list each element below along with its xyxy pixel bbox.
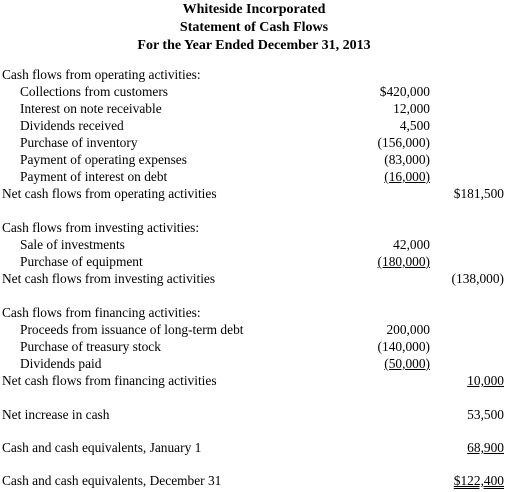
- line-item-label: Purchase of inventory: [20, 135, 138, 150]
- line-item: [0, 151, 508, 169]
- line-item-amount: (50,000): [384, 356, 430, 371]
- beginning-cash-row: [0, 439, 508, 457]
- line-item-label: Sale of investments: [20, 237, 125, 252]
- line-item: [0, 236, 508, 254]
- line-item-amount: 12,000: [393, 101, 430, 116]
- net-total-amount: (138,000): [451, 271, 504, 286]
- net-increase-row: [0, 406, 508, 424]
- beginning-cash-amount: 68,900: [467, 440, 504, 455]
- ending-cash-row: [0, 472, 508, 490]
- section-title: [0, 219, 508, 237]
- statement-title: Statement of Cash Flows: [179, 20, 329, 35]
- section-title-label: Cash flows from financing activities:: [2, 305, 201, 320]
- net-total-label: Net cash flows from financing activities: [2, 373, 217, 388]
- net-total-label: Net cash flows from operating activities: [2, 186, 217, 201]
- net-increase-amount: 53,500: [467, 407, 504, 422]
- net-total-amount: $181,500: [453, 186, 504, 201]
- section-title-label: Cash flows from investing activities:: [2, 220, 200, 235]
- line-item-label: Purchase of treasury stock: [20, 339, 161, 354]
- section-title: [0, 66, 508, 84]
- line-item-label: Purchase of equipment: [20, 254, 143, 269]
- line-item-amount: (83,000): [384, 152, 430, 167]
- beginning-cash-label: Cash and cash equivalents, January 1: [2, 440, 202, 455]
- line-item-label: Payment of operating expenses: [20, 152, 187, 167]
- line-item: [0, 83, 508, 101]
- line-item-amount: 4,500: [399, 118, 430, 133]
- line-item: [0, 117, 508, 135]
- net-total-amount: 10,000: [467, 373, 504, 388]
- line-item-amount: 200,000: [386, 322, 430, 337]
- section-title: [0, 304, 508, 322]
- line-item-label: Collections from customers: [20, 84, 169, 99]
- ending-cash-label: Cash and cash equivalents, December 31: [2, 473, 222, 488]
- statement-period: For the Year Ended December 31, 2013: [137, 38, 371, 53]
- company-name: Whiteside Incorporated: [182, 2, 326, 17]
- net-total-row: [0, 270, 508, 288]
- line-item: [0, 355, 508, 373]
- line-item: [0, 253, 508, 271]
- line-item-amount: (140,000): [377, 339, 430, 354]
- line-item-amount: 42,000: [393, 237, 430, 252]
- line-item-label: Dividends received: [20, 118, 124, 133]
- net-total-row: [0, 372, 508, 390]
- line-item-amount: (156,000): [377, 135, 430, 150]
- section-title-label: Cash flows from operating activities:: [2, 67, 201, 82]
- line-item: [0, 321, 508, 339]
- line-item: [0, 338, 508, 356]
- line-item-amount: (180,000): [377, 254, 430, 269]
- line-item-label: Dividends paid: [20, 356, 102, 371]
- line-item-label: Interest on note receivable: [20, 101, 162, 116]
- ending-cash-amount: $122,400: [453, 473, 504, 488]
- line-item-amount: (16,000): [384, 169, 430, 184]
- net-increase-label: Net increase in cash: [2, 407, 110, 422]
- line-item-amount: $420,000: [379, 84, 430, 99]
- line-item-label: Payment of interest on debt: [20, 169, 168, 184]
- line-item: [0, 134, 508, 152]
- net-total-label: Net cash flows from investing activities: [2, 271, 216, 286]
- line-item-label: Proceeds from issuance of long-term debt: [20, 322, 244, 337]
- line-item: [0, 100, 508, 118]
- line-item: [0, 168, 508, 186]
- net-total-row: [0, 185, 508, 203]
